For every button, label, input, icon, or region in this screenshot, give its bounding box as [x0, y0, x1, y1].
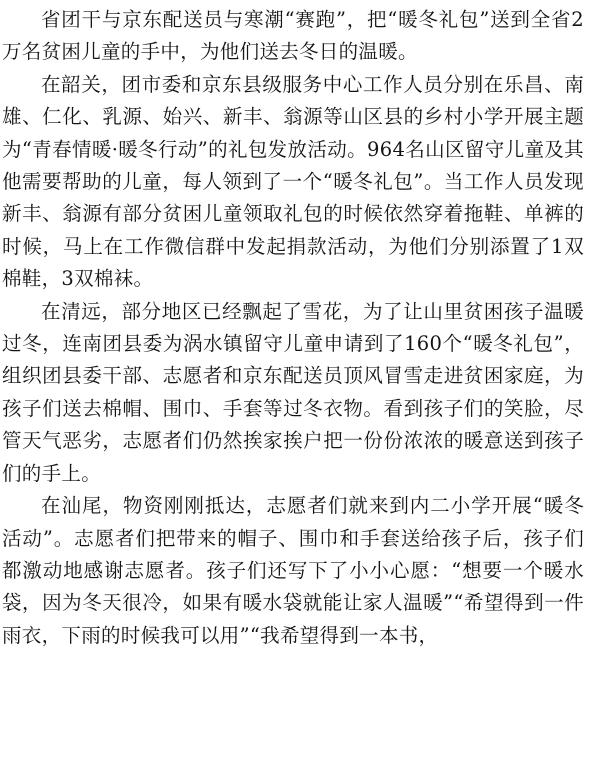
- paragraph-3: 在清远，部分地区已经飘起了雪花，为了让山里贫困孩子温暖过冬，连南团县委为涡水镇留守儿童申请到了160个“暖冬礼包”，组织团县委干部、志愿者和京东配送员顶风冒雪走进贫困家庭，为孩子们送去棉帽、围巾、手套等过冬衣物。看到孩子们的笑脸，尽管天气恶劣，志愿者们仍然挨家挨户把一份份浓浓的暖意送到孩子们的手上。: [2, 299, 584, 485]
- paragraph-1: 省团干与京东配送员与寒潮“赛跑”，把“暖冬礼包”送到全省2万名贫困儿童的手中，为他们送去冬日的温暖。: [2, 8, 584, 64]
- paragraph-2: 在韶关，团市委和京东县级服务中心工作人员分别在乐昌、南雄、仁化、乳源、始兴、新丰、翁源等山区县的乡村小学开展主题为“青春情暖·暖冬行动”的礼包发放活动。964名山区留守儿童及其他需要帮助的儿童，每人领到了一个“暖冬礼包”。当工作人员发现新丰、翁源有部分贫困儿童领取礼包的时候依然穿着拖鞋、单裤的时候，马上在工作微信群中发起捐款活动，为他们分别添置了1双棉鞋，3双棉袜。: [2, 72, 584, 291]
- paragraph-4: 在汕尾，物资刚刚抵达，志愿者们就来到内二小学开展“暖冬活动”。志愿者们把带来的帽子、围巾和手套送给孩子后，孩子们都激动地感谢志愿者。孩子们还写下了小小心愿：“想要一个暖水袋，因为冬天很冷，如果有暖水袋就能让家人温暖”“希望得到一件雨衣，下雨的时候我可以用”“我希望得到一本书，: [2, 494, 584, 647]
